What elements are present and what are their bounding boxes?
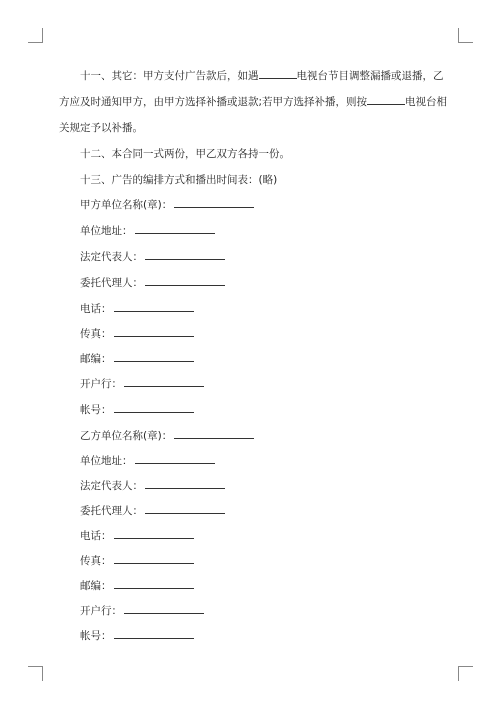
party-b-bank-label: 开户行： (80, 605, 122, 617)
party-b-phone-blank (114, 527, 194, 539)
party-b-postcode-label: 邮编： (80, 580, 112, 592)
clause-11-text-3: 方应及时通知甲方，由甲方选择补播或退款;若甲方选择补播，则按 (59, 96, 368, 108)
corner-mark-bottom-left (28, 666, 43, 681)
party-a-agent-field (80, 274, 225, 290)
clause-11-line-1 (59, 63, 444, 89)
party-a-bank-blank (124, 375, 204, 387)
clause-11-blank-1 (259, 66, 297, 79)
clause-11-text-5: 关规定予以补播。 (59, 122, 143, 134)
party-b-agent-blank (145, 502, 225, 514)
clause-11-blank-2 (367, 92, 405, 105)
party-a-phone-field (80, 300, 194, 316)
party-b-account-field (80, 627, 194, 643)
party-b-account-blank (114, 627, 194, 639)
party-b-postcode-field (80, 577, 194, 593)
party-b-name-blank (174, 427, 254, 439)
clause-11-line-3 (59, 115, 439, 141)
party-a-legal-rep-blank (145, 248, 225, 260)
party-a-agent-blank (145, 274, 225, 286)
clause-11-text-2: 电视台节目调整漏播或退播，乙 (296, 70, 444, 82)
party-a-address-label: 单位地址： (80, 225, 133, 237)
party-a-account-blank (114, 401, 194, 413)
party-b-fax-field (80, 552, 194, 568)
party-a-account-label: 帐号： (80, 404, 112, 416)
party-b-bank-blank (124, 602, 204, 614)
clause-11-text-4: 电视台相 (405, 96, 448, 108)
party-a-bank-field (80, 375, 204, 391)
corner-mark-top-right (458, 28, 473, 43)
clause-11-line-2 (59, 89, 448, 115)
party-a-account-field (80, 401, 194, 417)
party-a-fax-label: 传真： (80, 328, 112, 340)
party-b-address-blank (135, 452, 215, 464)
party-a-postcode-blank (114, 350, 194, 362)
party-b-account-label: 帐号： (80, 630, 112, 642)
party-b-agent-field (80, 502, 225, 518)
party-b-legal-rep-blank (145, 477, 225, 489)
party-b-legal-rep-field (80, 477, 225, 493)
party-b-agent-label: 委托代理人： (80, 505, 143, 517)
party-a-postcode-field (80, 350, 194, 366)
party-b-name-label: 乙方单位名称(章)： (80, 430, 173, 442)
party-a-agent-label: 委托代理人： (80, 277, 143, 289)
party-b-address-field (80, 452, 215, 468)
party-a-postcode-label: 邮编： (80, 353, 112, 365)
party-a-phone-blank (114, 300, 194, 312)
party-b-phone-label: 电话： (80, 530, 112, 542)
party-a-bank-label: 开户行： (80, 378, 122, 390)
party-b-fax-blank (114, 552, 194, 564)
party-a-address-blank (135, 222, 215, 234)
corner-mark-top-left (28, 28, 43, 43)
party-a-name-label: 甲方单位名称(章)： (80, 199, 173, 211)
clause-11-text-1: 十一、其它：甲方支付广告款后，如遇 (80, 70, 259, 82)
party-a-fax-blank (114, 325, 194, 337)
party-b-address-label: 单位地址： (80, 455, 133, 467)
clause-12 (59, 141, 439, 167)
party-b-postcode-blank (114, 577, 194, 589)
party-a-legal-rep-field (80, 248, 225, 264)
clause-12-text: 十二、本合同一式两份，甲乙双方各持一份。 (80, 148, 290, 160)
party-a-fax-field (80, 325, 194, 341)
party-a-address-field (80, 222, 215, 238)
clause-13-text: 十三、广告的编排方式和播出时间表：(略) (80, 174, 278, 186)
party-b-name-field (80, 427, 254, 443)
party-b-fax-label: 传真： (80, 555, 112, 567)
clause-13 (59, 167, 439, 193)
party-a-name-blank (174, 196, 254, 208)
party-a-legal-rep-label: 法定代表人： (80, 251, 143, 263)
party-b-legal-rep-label: 法定代表人： (80, 480, 143, 492)
party-a-name-field (80, 196, 254, 212)
corner-mark-bottom-right (458, 666, 473, 681)
party-b-phone-field (80, 527, 194, 543)
party-b-bank-field (80, 602, 204, 618)
party-a-phone-label: 电话： (80, 303, 112, 315)
